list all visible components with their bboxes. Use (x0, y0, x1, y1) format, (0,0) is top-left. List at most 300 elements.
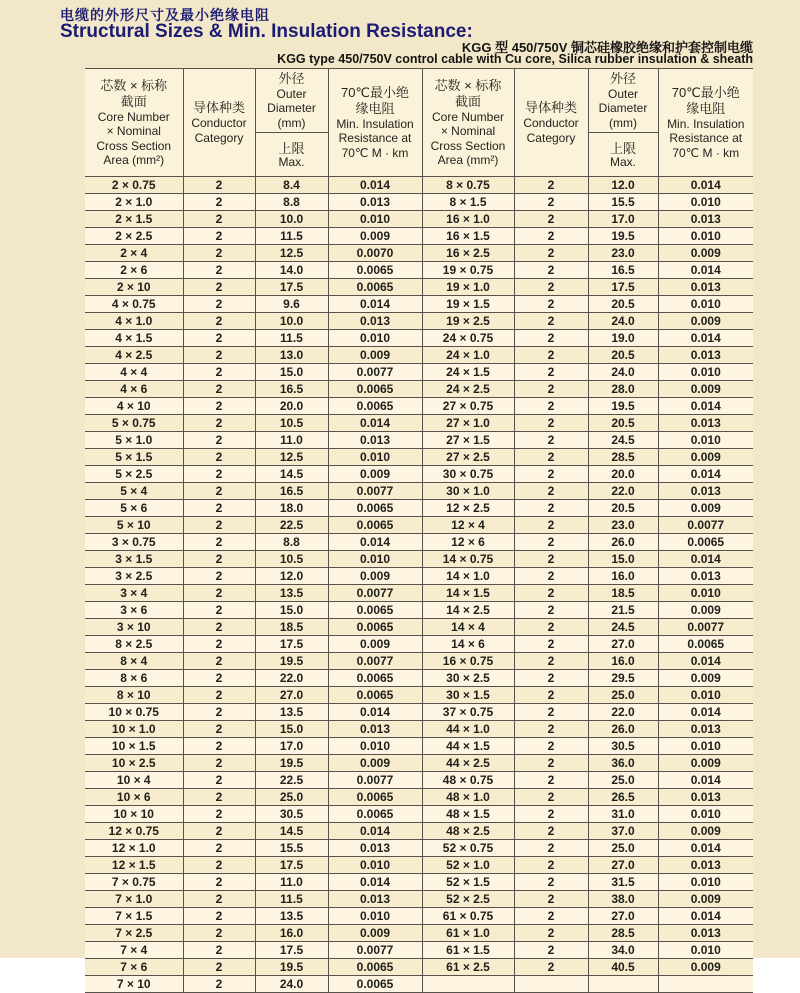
cell-conductor-category: 2 (514, 806, 588, 823)
cell-conductor-category: 2 (183, 942, 255, 959)
table-row (85, 908, 753, 925)
cell-core-size: 30 × 1.5 (422, 687, 514, 704)
cell-core-size: 7 × 2.5 (85, 925, 183, 942)
cell-insulation-resistance: 0.0065 (328, 398, 422, 415)
cell-insulation-resistance: 0.014 (328, 874, 422, 891)
cell-outer-diameter: 16.5 (255, 483, 328, 500)
cell-insulation-resistance: 0.009 (658, 500, 753, 517)
cell-insulation-resistance: 0.0077 (658, 619, 753, 636)
cell-conductor-category: 2 (183, 347, 255, 364)
cell-outer-diameter: 9.6 (255, 296, 328, 313)
cell-insulation-resistance: 0.0065 (328, 381, 422, 398)
cell-conductor-category: 2 (514, 721, 588, 738)
cell-core-size: 27 × 1.0 (422, 415, 514, 432)
table-row (85, 755, 753, 772)
cell-outer-diameter: 21.5 (588, 602, 658, 619)
cell-conductor-category: 2 (514, 704, 588, 721)
cell-outer-diameter: 31.5 (588, 874, 658, 891)
cell-insulation-resistance: 0.013 (658, 415, 753, 432)
cell-conductor-category: 2 (183, 789, 255, 806)
cell-core-size: 2 × 2.5 (85, 228, 183, 245)
cell-conductor-category: 2 (514, 534, 588, 551)
table-row (85, 840, 753, 857)
cell-core-size: 30 × 1.0 (422, 483, 514, 500)
cell-conductor-category: 2 (514, 432, 588, 449)
spec-table (85, 68, 753, 993)
table-row (85, 925, 753, 942)
cell-core-size: 8 × 1.5 (422, 194, 514, 211)
table-row (85, 891, 753, 908)
cell-core-size: 48 × 0.75 (422, 772, 514, 789)
resistance-header: 70℃最小绝 缘电阻 Min. Insulation Resistance at 70℃ M · km (328, 69, 422, 177)
cell-insulation-resistance: 0.010 (658, 738, 753, 755)
cell-outer-diameter: 17.5 (255, 636, 328, 653)
diameter-max-header: 上限 Max. (588, 133, 658, 177)
cell-conductor-category: 2 (514, 942, 588, 959)
cell-core-size: 10 × 1.0 (85, 721, 183, 738)
cell-insulation-resistance: 0.009 (658, 823, 753, 840)
cell-insulation-resistance: 0.009 (328, 228, 422, 245)
page-title-zh: 电缆的外形尺寸及最小绝缘电阻 (60, 7, 270, 23)
cell-outer-diameter: 26.0 (588, 534, 658, 551)
core-header: 芯数 × 标称 截面 Core Number × Nominal Cross Section Area (mm²) (422, 69, 514, 177)
cell-insulation-resistance: 0.013 (328, 840, 422, 857)
cell-core-size: 52 × 2.5 (422, 891, 514, 908)
cell-outer-diameter: 19.5 (588, 228, 658, 245)
cell-insulation-resistance: 0.014 (658, 704, 753, 721)
cell-outer-diameter: 24.0 (588, 364, 658, 381)
cell-outer-diameter: 16.0 (588, 568, 658, 585)
table-row (85, 942, 753, 959)
cell-outer-diameter: 11.5 (255, 891, 328, 908)
cell-conductor-category: 2 (183, 534, 255, 551)
cell-insulation-resistance: 0.013 (328, 891, 422, 908)
cell-outer-diameter: 29.5 (588, 670, 658, 687)
cell-insulation-resistance: 0.010 (328, 908, 422, 925)
cell-insulation-resistance: 0.0065 (328, 500, 422, 517)
cell-insulation-resistance: 0.014 (328, 415, 422, 432)
cell-conductor-category: 2 (183, 602, 255, 619)
cell-insulation-resistance: 0.0065 (328, 602, 422, 619)
cell-insulation-resistance: 0.009 (328, 466, 422, 483)
cell-insulation-resistance: 0.013 (328, 313, 422, 330)
cell-conductor-category: 2 (183, 313, 255, 330)
cell-outer-diameter: 13.5 (255, 585, 328, 602)
cell-insulation-resistance: 0.0065 (328, 670, 422, 687)
cell-core-size: 10 × 6 (85, 789, 183, 806)
cable-type-subtitle-zh: KGG 型 450/750V 铜芯硅橡胶绝缘和护套控制电缆 (461, 40, 753, 55)
cell-core-size: 3 × 6 (85, 602, 183, 619)
cell-core-size: 14 × 1.5 (422, 585, 514, 602)
cell-conductor-category: 2 (514, 789, 588, 806)
cell-conductor-category: 2 (514, 670, 588, 687)
table-row (85, 772, 753, 789)
cell-outer-diameter: 17.5 (588, 279, 658, 296)
cell-core-size: 44 × 2.5 (422, 755, 514, 772)
table-row (85, 687, 753, 704)
cell-outer-diameter: 28.5 (588, 925, 658, 942)
cell-conductor-category: 2 (514, 228, 588, 245)
cell-insulation-resistance (658, 976, 753, 993)
cell-conductor-category: 2 (514, 347, 588, 364)
cell-core-size: 5 × 1.0 (85, 432, 183, 449)
cell-insulation-resistance: 0.009 (328, 347, 422, 364)
cell-conductor-category: 2 (183, 500, 255, 517)
cell-conductor-category: 2 (183, 551, 255, 568)
cell-outer-diameter: 16.0 (255, 925, 328, 942)
cell-conductor-category: 2 (183, 925, 255, 942)
header-row (85, 69, 753, 133)
cell-conductor-category: 2 (514, 568, 588, 585)
cell-conductor-category: 2 (183, 959, 255, 976)
cell-conductor-category: 2 (183, 585, 255, 602)
cell-conductor-category: 2 (183, 636, 255, 653)
cell-core-size: 2 × 1.0 (85, 194, 183, 211)
cell-outer-diameter: 14.5 (255, 823, 328, 840)
cell-outer-diameter: 15.0 (255, 364, 328, 381)
cell-core-size: 16 × 1.0 (422, 211, 514, 228)
cell-insulation-resistance: 0.0065 (328, 976, 422, 993)
cell-core-size: 37 × 0.75 (422, 704, 514, 721)
cell-insulation-resistance: 0.0077 (328, 585, 422, 602)
cell-outer-diameter: 26.5 (588, 789, 658, 806)
cell-insulation-resistance: 0.009 (658, 381, 753, 398)
cell-outer-diameter: 20.5 (588, 296, 658, 313)
cell-outer-diameter: 16.5 (588, 262, 658, 279)
cell-core-size: 19 × 0.75 (422, 262, 514, 279)
cell-insulation-resistance: 0.010 (658, 942, 753, 959)
cell-core-size: 10 × 1.5 (85, 738, 183, 755)
cell-outer-diameter: 15.0 (588, 551, 658, 568)
cell-insulation-resistance: 0.010 (328, 857, 422, 874)
cell-conductor-category: 2 (183, 891, 255, 908)
cell-conductor-category: 2 (183, 364, 255, 381)
cell-outer-diameter: 8.4 (255, 177, 328, 194)
table-row (85, 381, 753, 398)
table-row (85, 789, 753, 806)
cell-insulation-resistance: 0.014 (658, 262, 753, 279)
cell-conductor-category: 2 (183, 211, 255, 228)
cell-conductor-category: 2 (183, 228, 255, 245)
table-row (85, 874, 753, 891)
cell-insulation-resistance: 0.0065 (328, 517, 422, 534)
cell-conductor-category: 2 (514, 959, 588, 976)
cell-conductor-category: 2 (183, 823, 255, 840)
cell-core-size: 44 × 1.0 (422, 721, 514, 738)
cell-core-size: 2 × 10 (85, 279, 183, 296)
table-row (85, 806, 753, 823)
cell-outer-diameter: 17.5 (255, 857, 328, 874)
cell-outer-diameter: 18.5 (255, 619, 328, 636)
cell-conductor-category: 2 (183, 466, 255, 483)
table-row (85, 636, 753, 653)
cell-core-size: 52 × 0.75 (422, 840, 514, 857)
cell-core-size: 61 × 2.5 (422, 959, 514, 976)
cell-insulation-resistance: 0.010 (328, 211, 422, 228)
cell-core-size: 52 × 1.5 (422, 874, 514, 891)
cell-outer-diameter: 15.0 (255, 602, 328, 619)
cell-core-size: 3 × 10 (85, 619, 183, 636)
cell-outer-diameter: 23.0 (588, 245, 658, 262)
cell-core-size: 5 × 1.5 (85, 449, 183, 466)
cell-insulation-resistance: 0.009 (658, 755, 753, 772)
cell-conductor-category: 2 (183, 840, 255, 857)
cell-outer-diameter: 36.0 (588, 755, 658, 772)
cell-core-size: 48 × 1.0 (422, 789, 514, 806)
cell-insulation-resistance: 0.014 (328, 296, 422, 313)
table-row (85, 313, 753, 330)
cell-insulation-resistance: 0.014 (328, 177, 422, 194)
cell-outer-diameter: 11.5 (255, 330, 328, 347)
cell-outer-diameter: 10.5 (255, 415, 328, 432)
cell-outer-diameter: 25.0 (588, 840, 658, 857)
cell-insulation-resistance: 0.014 (658, 551, 753, 568)
cell-insulation-resistance: 0.013 (658, 483, 753, 500)
cell-insulation-resistance: 0.0070 (328, 245, 422, 262)
cell-conductor-category: 2 (183, 908, 255, 925)
cell-conductor-category: 2 (514, 840, 588, 857)
cell-outer-diameter: 12.5 (255, 245, 328, 262)
cell-conductor-category: 2 (183, 857, 255, 874)
cell-outer-diameter: 10.0 (255, 313, 328, 330)
cell-outer-diameter: 22.0 (588, 704, 658, 721)
cell-core-size: 7 × 0.75 (85, 874, 183, 891)
cell-outer-diameter: 27.0 (588, 857, 658, 874)
table-row (85, 466, 753, 483)
cell-core-size: 12 × 2.5 (422, 500, 514, 517)
cell-outer-diameter: 19.0 (588, 330, 658, 347)
cell-conductor-category: 2 (514, 636, 588, 653)
cell-insulation-resistance: 0.009 (328, 755, 422, 772)
cell-conductor-category: 2 (514, 245, 588, 262)
table-row (85, 602, 753, 619)
cell-core-size: 5 × 6 (85, 500, 183, 517)
cell-core-size: 3 × 0.75 (85, 534, 183, 551)
cell-insulation-resistance: 0.014 (658, 177, 753, 194)
cell-outer-diameter: 27.0 (588, 908, 658, 925)
table-row (85, 653, 753, 670)
table-row (85, 976, 753, 993)
cell-core-size: 12 × 1.0 (85, 840, 183, 857)
cell-conductor-category: 2 (514, 874, 588, 891)
cell-core-size: 5 × 4 (85, 483, 183, 500)
cell-outer-diameter: 37.0 (588, 823, 658, 840)
cell-outer-diameter: 16.0 (588, 653, 658, 670)
cell-outer-diameter: 34.0 (588, 942, 658, 959)
cell-core-size: 48 × 2.5 (422, 823, 514, 840)
cell-outer-diameter: 12.5 (255, 449, 328, 466)
table-row (85, 432, 753, 449)
cell-core-size: 61 × 1.5 (422, 942, 514, 959)
cell-outer-diameter: 22.0 (588, 483, 658, 500)
cell-core-size: 4 × 6 (85, 381, 183, 398)
diameter-header: 外径 Outer Diameter (mm) (255, 69, 328, 133)
cell-core-size: 3 × 2.5 (85, 568, 183, 585)
cell-conductor-category: 2 (514, 602, 588, 619)
cell-outer-diameter: 13.5 (255, 908, 328, 925)
cell-outer-diameter: 22.5 (255, 772, 328, 789)
cell-core-size: 8 × 6 (85, 670, 183, 687)
cell-outer-diameter: 25.0 (588, 687, 658, 704)
cell-outer-diameter: 19.5 (588, 398, 658, 415)
cell-core-size: 44 × 1.5 (422, 738, 514, 755)
cell-core-size: 4 × 2.5 (85, 347, 183, 364)
cell-outer-diameter: 24.5 (588, 432, 658, 449)
cell-outer-diameter: 11.0 (255, 432, 328, 449)
category-header: 导体种类 Conductor Category (183, 69, 255, 177)
cell-outer-diameter: 24.5 (588, 619, 658, 636)
cell-outer-diameter: 19.5 (255, 755, 328, 772)
table-row (85, 364, 753, 381)
cell-core-size: 19 × 1.5 (422, 296, 514, 313)
cell-outer-diameter: 17.0 (255, 738, 328, 755)
cell-insulation-resistance: 0.014 (658, 840, 753, 857)
cell-insulation-resistance: 0.010 (658, 432, 753, 449)
cell-insulation-resistance: 0.013 (658, 789, 753, 806)
cell-conductor-category: 2 (514, 296, 588, 313)
cell-conductor-category: 2 (183, 517, 255, 534)
cell-core-size: 16 × 1.5 (422, 228, 514, 245)
table-row (85, 517, 753, 534)
cell-outer-diameter: 22.0 (255, 670, 328, 687)
cell-conductor-category: 2 (514, 585, 588, 602)
table-row (85, 211, 753, 228)
table-row (85, 959, 753, 976)
cell-core-size: 16 × 2.5 (422, 245, 514, 262)
cell-insulation-resistance: 0.0077 (328, 483, 422, 500)
cell-insulation-resistance: 0.0065 (658, 534, 753, 551)
cell-core-size: 24 × 2.5 (422, 381, 514, 398)
cell-insulation-resistance: 0.010 (328, 551, 422, 568)
cell-core-size: 10 × 2.5 (85, 755, 183, 772)
cell-insulation-resistance: 0.014 (658, 466, 753, 483)
cell-core-size: 10 × 4 (85, 772, 183, 789)
cell-insulation-resistance: 0.0077 (328, 772, 422, 789)
table-row (85, 245, 753, 262)
cell-core-size: 12 × 6 (422, 534, 514, 551)
cell-core-size: 12 × 4 (422, 517, 514, 534)
table-row (85, 500, 753, 517)
cell-insulation-resistance: 0.0065 (658, 636, 753, 653)
table-row (85, 449, 753, 466)
cell-outer-diameter: 20.5 (588, 347, 658, 364)
table-row (85, 823, 753, 840)
cell-insulation-resistance: 0.0065 (328, 687, 422, 704)
cell-outer-diameter: 11.0 (255, 874, 328, 891)
cell-insulation-resistance: 0.014 (658, 772, 753, 789)
cell-outer-diameter: 19.5 (255, 653, 328, 670)
cell-core-size: 8 × 10 (85, 687, 183, 704)
spec-table-body (85, 177, 753, 993)
cell-core-size: 7 × 1.5 (85, 908, 183, 925)
cell-outer-diameter: 18.5 (588, 585, 658, 602)
cell-outer-diameter: 28.5 (588, 449, 658, 466)
cell-insulation-resistance: 0.013 (658, 857, 753, 874)
table-row (85, 534, 753, 551)
cell-core-size: 5 × 0.75 (85, 415, 183, 432)
cell-conductor-category: 2 (183, 177, 255, 194)
cell-outer-diameter: 22.5 (255, 517, 328, 534)
cell-insulation-resistance: 0.013 (658, 347, 753, 364)
cell-conductor-category: 2 (183, 755, 255, 772)
cell-conductor-category: 2 (183, 330, 255, 347)
cell-core-size: 2 × 4 (85, 245, 183, 262)
cell-conductor-category: 2 (514, 262, 588, 279)
cell-outer-diameter: 15.5 (255, 840, 328, 857)
cell-outer-diameter: 16.5 (255, 381, 328, 398)
cell-conductor-category: 2 (183, 296, 255, 313)
cell-insulation-resistance: 0.010 (658, 194, 753, 211)
cell-core-size: 8 × 0.75 (422, 177, 514, 194)
cell-conductor-category: 2 (514, 177, 588, 194)
table-row (85, 398, 753, 415)
cell-conductor-category: 2 (183, 432, 255, 449)
table-row (85, 857, 753, 874)
cell-core-size: 27 × 2.5 (422, 449, 514, 466)
cell-insulation-resistance: 0.010 (658, 687, 753, 704)
cell-insulation-resistance: 0.010 (328, 449, 422, 466)
cell-outer-diameter: 23.0 (588, 517, 658, 534)
cell-conductor-category: 2 (183, 262, 255, 279)
cell-conductor-category: 2 (183, 279, 255, 296)
cell-outer-diameter: 25.0 (255, 789, 328, 806)
cell-core-size: 4 × 4 (85, 364, 183, 381)
cell-insulation-resistance: 0.0065 (328, 262, 422, 279)
cell-insulation-resistance: 0.010 (658, 364, 753, 381)
cell-conductor-category: 2 (514, 381, 588, 398)
cell-insulation-resistance: 0.0065 (328, 806, 422, 823)
cell-core-size: 24 × 1.0 (422, 347, 514, 364)
cell-outer-diameter: 27.0 (255, 687, 328, 704)
cell-core-size: 7 × 1.0 (85, 891, 183, 908)
table-row (85, 262, 753, 279)
cell-insulation-resistance: 0.010 (658, 296, 753, 313)
cell-core-size: 27 × 0.75 (422, 398, 514, 415)
table-row (85, 483, 753, 500)
cell-insulation-resistance: 0.013 (658, 721, 753, 738)
cell-core-size: 30 × 2.5 (422, 670, 514, 687)
cell-insulation-resistance: 0.0077 (328, 364, 422, 381)
table-row (85, 228, 753, 245)
category-header: 导体种类 Conductor Category (514, 69, 588, 177)
cell-core-size: 5 × 2.5 (85, 466, 183, 483)
cell-insulation-resistance: 0.009 (658, 449, 753, 466)
cable-type-subtitle-en: KGG type 450/750V control cable with Cu core, Silica rubber insulation & sheath (277, 52, 753, 66)
cell-insulation-resistance: 0.010 (658, 228, 753, 245)
cell-insulation-resistance: 0.013 (328, 194, 422, 211)
table-row (85, 279, 753, 296)
cell-conductor-category: 2 (183, 415, 255, 432)
cell-outer-diameter: 24.0 (588, 313, 658, 330)
cell-insulation-resistance: 0.014 (658, 653, 753, 670)
cell-core-size: 2 × 0.75 (85, 177, 183, 194)
cell-insulation-resistance: 0.009 (328, 636, 422, 653)
cell-conductor-category (514, 976, 588, 993)
cell-conductor-category: 2 (183, 670, 255, 687)
cell-core-size: 12 × 0.75 (85, 823, 183, 840)
diameter-header: 外径 Outer Diameter (mm) (588, 69, 658, 133)
cell-conductor-category: 2 (183, 687, 255, 704)
cell-conductor-category: 2 (183, 483, 255, 500)
cell-core-size: 12 × 1.5 (85, 857, 183, 874)
cell-insulation-resistance: 0.010 (658, 806, 753, 823)
cell-insulation-resistance: 0.009 (328, 568, 422, 585)
table-row (85, 415, 753, 432)
cell-core-size: 27 × 1.5 (422, 432, 514, 449)
cell-outer-diameter: 17.5 (255, 942, 328, 959)
table-row (85, 296, 753, 313)
cell-conductor-category: 2 (514, 279, 588, 296)
